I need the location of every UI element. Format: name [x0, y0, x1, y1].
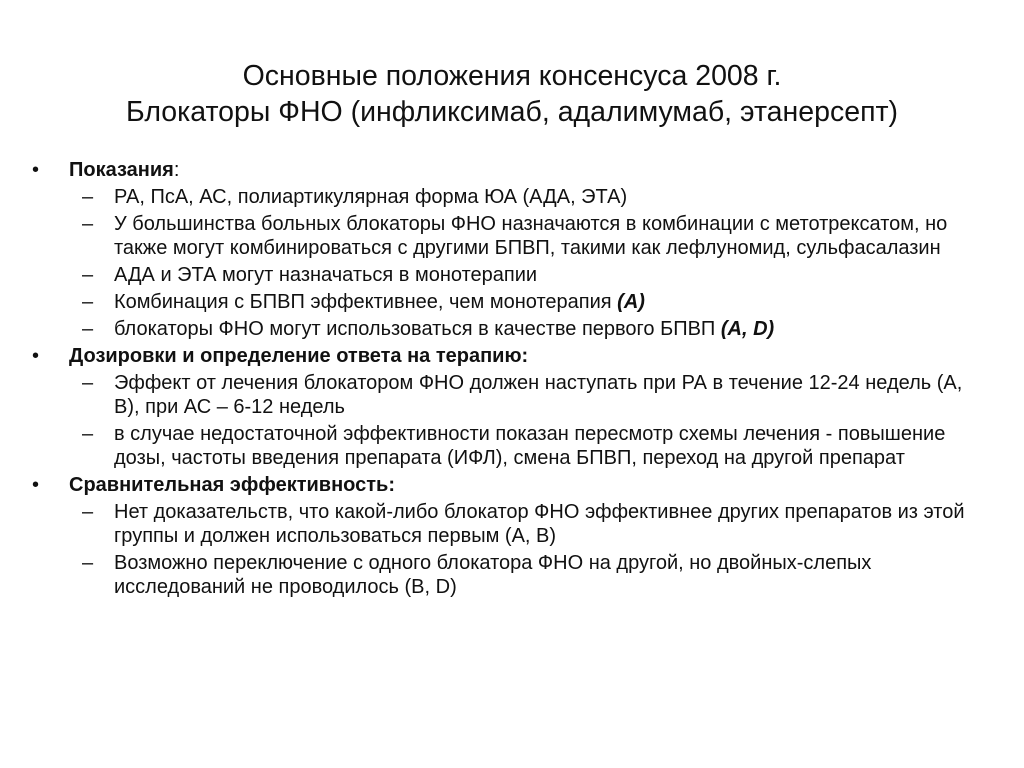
list-item-text: У большинства больных блокаторы ФНО назначаются в комбинации с метотрексатом, но также могут комбинироваться с другими БПВП, такими как лефлуномид, сульфасалазин: [114, 213, 948, 259]
list-item: [30, 185, 990, 209]
list-item-text: Комбинация с БПВП эффективнее, чем монотерапия: [114, 291, 618, 313]
list-item-text: Нет доказательств, что какой-либо блокатор ФНО эффективнее других препаратов из этой группы и должен использоваться первым (А, В): [114, 501, 965, 547]
slide-title: [0, 58, 1024, 130]
slide-body: [30, 158, 990, 602]
section-indications: [30, 158, 990, 182]
list-item: [30, 317, 990, 341]
list-item-text: АДА и ЭТА могут назначаться в монотерапии: [114, 264, 538, 286]
list-item: [30, 263, 990, 287]
list-item-text: Возможно переключение с одного блокатора ФНО на другой, но двойных-слепых исследований не проводилось (В, D): [114, 552, 872, 598]
dash-icon: –: [82, 186, 94, 208]
list-item: [30, 551, 990, 599]
evidence-level: (А, D): [720, 318, 775, 340]
dash-icon: –: [82, 213, 94, 235]
bullet-icon: •: [32, 345, 40, 367]
section-dosing: [30, 344, 990, 368]
list-item: [30, 371, 990, 419]
section-heading: Сравнительная эффективность:: [69, 474, 396, 496]
bullet-icon: •: [32, 474, 40, 496]
list-item-text: РА, ПсА, АС, полиартикулярная форма ЮА (АДА, ЭТА): [114, 186, 628, 208]
list-item-text: блокаторы ФНО могут использоваться в качестве первого БПВП: [114, 318, 721, 340]
dash-icon: –: [82, 291, 94, 313]
dash-icon: –: [82, 264, 94, 286]
list-item: [30, 422, 990, 470]
evidence-level: (А): [617, 291, 645, 313]
section-comparative-efficacy: [30, 473, 990, 497]
dash-icon: –: [82, 552, 94, 574]
dash-icon: –: [82, 372, 94, 394]
title-line-2: Блокаторы ФНО (инфликсимаб, адалимумаб, этанерсепт): [125, 96, 899, 128]
dash-icon: –: [82, 318, 94, 340]
list-item-text: в случае недостаточной эффективности показан пересмотр схемы лечения - повышение дозы, частоты введения препарата (ИФЛ), смена БПВП, переход на другой препарат: [114, 423, 946, 469]
list-item: [30, 290, 990, 314]
dash-icon: –: [82, 501, 94, 523]
title-line-1: Основные положения консенсуса 2008 г.: [242, 60, 782, 92]
list-item: [30, 500, 990, 548]
dash-icon: –: [82, 423, 94, 445]
list-item: [30, 212, 990, 260]
bullet-icon: •: [32, 159, 40, 181]
section-heading: Показания: [69, 159, 174, 181]
section-heading: Дозировки и определение ответа на терапию:: [69, 345, 529, 367]
list-item-text: Эффект от лечения блокатором ФНО должен наступать при РА в течение 12-24 недель (А, В), при АС – 6-12 недель: [114, 372, 963, 418]
section-heading-suffix: :: [173, 159, 180, 181]
